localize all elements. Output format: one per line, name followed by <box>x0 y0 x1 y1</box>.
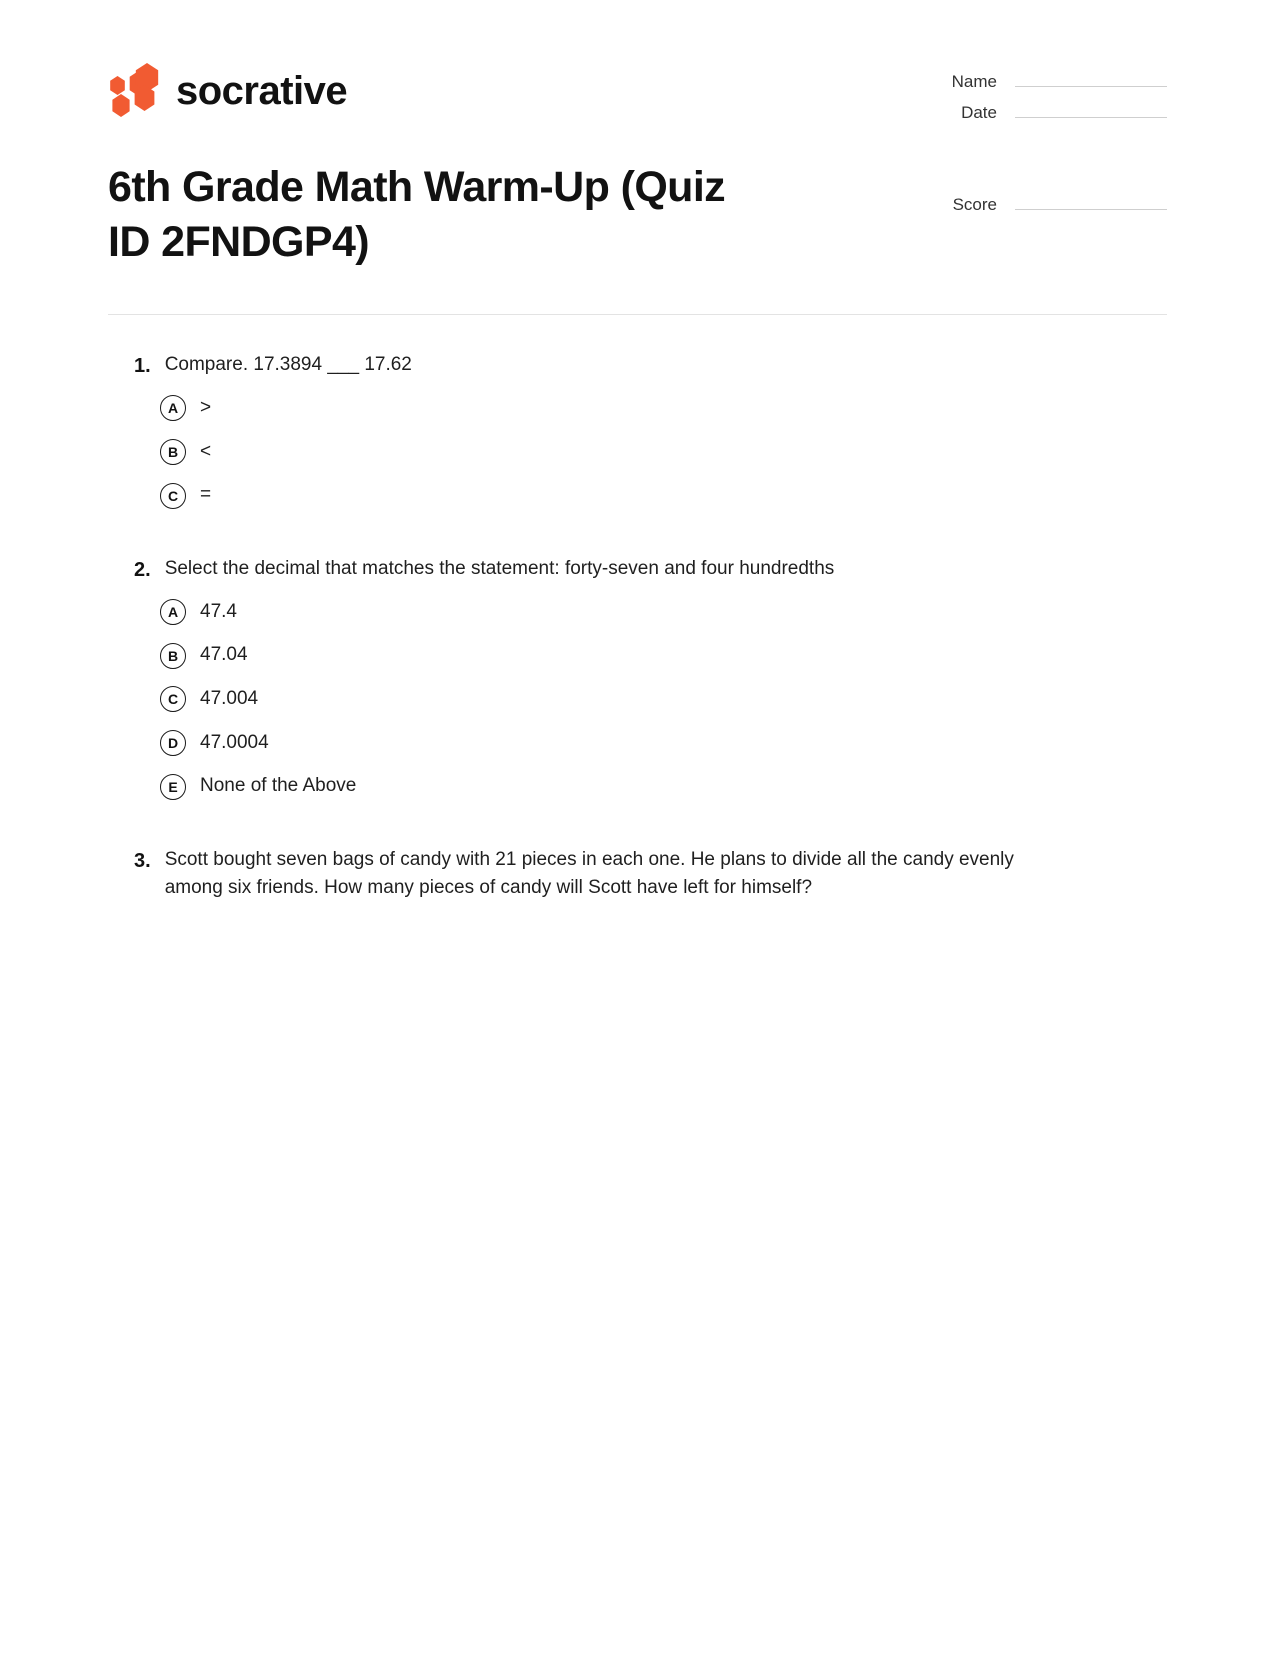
question-text: Select the decimal that matches the statement: forty-seven and four hundredths <box>164 557 835 579</box>
question-text: Compare. 17.3894 ___ 17.62 <box>164 354 412 376</box>
choice-text: < <box>200 440 212 462</box>
question-item <box>108 351 1167 509</box>
socrative-logo <box>108 56 347 118</box>
title-block <box>0 160 840 270</box>
question-header <box>108 351 1167 381</box>
score-label: Score <box>952 195 997 214</box>
choice-bubble[interactable]: C <box>160 686 186 712</box>
name-write-in-line[interactable] <box>1015 73 1167 87</box>
choice-bubble[interactable]: A <box>160 395 186 421</box>
name-field-row <box>935 72 1167 92</box>
student-meta-fields <box>935 56 1167 226</box>
answer-choice[interactable] <box>108 395 1167 422</box>
choice-text: = <box>200 484 212 506</box>
hexagon-icon <box>111 94 131 117</box>
question-number: 3. <box>134 849 151 872</box>
question-number: 2. <box>134 558 151 581</box>
choice-bubble[interactable]: B <box>160 439 186 465</box>
choice-text: > <box>200 397 212 419</box>
choice-text: None of the Above <box>200 775 357 797</box>
answer-choice[interactable] <box>108 439 1167 466</box>
choice-text: 47.04 <box>200 644 248 666</box>
question-item <box>108 555 1167 800</box>
brand-name: socrative <box>176 69 348 113</box>
choice-bubble[interactable]: D <box>160 730 186 756</box>
answer-choice[interactable] <box>108 599 1167 626</box>
questions-list <box>0 315 1275 903</box>
choice-bubble[interactable]: C <box>160 483 186 509</box>
question-header <box>108 846 1167 903</box>
answer-choice[interactable] <box>108 686 1167 713</box>
score-field-row <box>935 195 1167 215</box>
answer-choice[interactable] <box>108 642 1167 669</box>
date-write-in-line[interactable] <box>1015 104 1167 118</box>
question-text: Scott bought seven bags of candy with 21 pieces in each one. He plans to divide all the candy evenly among six friends. How many pieces of candy will Scott have left for himself? <box>164 848 1014 899</box>
name-label: Name <box>951 72 997 91</box>
hexagon-icon <box>109 76 126 95</box>
page-title: 6th Grade Math Warm-Up (Quiz ID 2FNDGP4) <box>108 163 726 267</box>
question-number: 1. <box>134 355 151 378</box>
choice-text: 47.0004 <box>200 731 269 753</box>
answer-choice[interactable] <box>108 773 1167 800</box>
choice-bubble[interactable]: B <box>160 643 186 669</box>
date-label: Date <box>961 103 997 122</box>
choice-bubble[interactable]: A <box>160 599 186 625</box>
hexagon-cluster-icon <box>108 64 162 118</box>
answer-choice[interactable] <box>108 730 1167 757</box>
date-field-row <box>935 103 1167 123</box>
choice-text: 47.4 <box>200 600 237 622</box>
choice-bubble[interactable]: E <box>160 774 186 800</box>
score-write-in-line[interactable] <box>1015 196 1167 210</box>
question-header <box>108 555 1167 585</box>
answer-choices <box>108 395 1167 509</box>
choice-text: 47.004 <box>200 688 259 710</box>
answer-choice[interactable] <box>108 482 1167 509</box>
answer-choices <box>108 599 1167 800</box>
question-item <box>108 846 1167 903</box>
